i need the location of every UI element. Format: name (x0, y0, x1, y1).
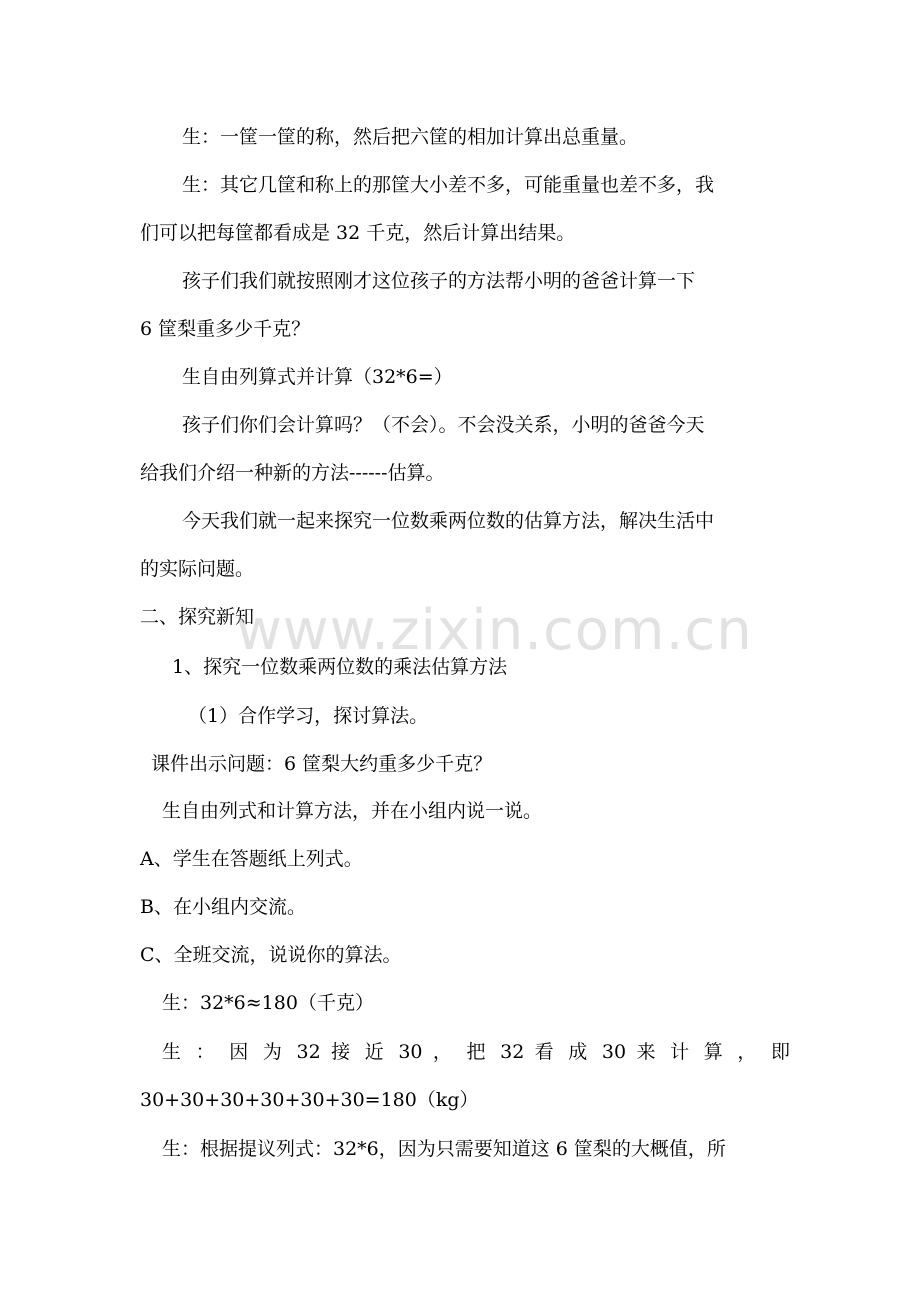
list-item-c: C、全班交流，说说你的算法。 (140, 944, 402, 966)
paragraph-line-8: 给我们介绍一种新的方法------估算。 (140, 462, 445, 484)
list-item-b: B、在小组内交流。 (140, 896, 306, 918)
paragraph-line-10: 的实际问题。 (140, 558, 255, 580)
list-item-a: A、学生在答题纸上列式。 (140, 848, 363, 870)
paragraph-line-22: 生：根据提议列式：32*6，因为只需要知道这 6 筐梨的大概值，所 (162, 1138, 726, 1160)
paragraph-line-14: 课件出示问题：6 筐梨大约重多少千克？ (151, 753, 493, 775)
paragraph-line-2: 生：其它几筐和称上的那筐大小差不多，可能重量也差不多，我 (182, 174, 715, 196)
section-heading: 二、探究新知 (140, 606, 255, 628)
paragraph-line-3: 们可以把每筐都看成是 32 千克，然后计算出结果。 (140, 222, 576, 244)
paragraph-line-6: 生自由列算式并计算（32*6=） (182, 366, 453, 388)
site-watermark: www.zixin.com.cn (236, 598, 753, 663)
paragraph-line-1: 生：一筐一筐的称，然后把六筐的相加计算出总重量。 (182, 126, 639, 148)
paragraph-line-15: 生自由列式和计算方法，并在小组内说一说。 (162, 800, 543, 822)
paragraph-line-21: 30+30+30+30+30+30=180（kg） (140, 1089, 479, 1111)
paragraph-line-19: 生：32*6≈180（千克） (162, 992, 374, 1014)
paragraph-line-5: 6 筐梨重多少千克？ (140, 318, 311, 340)
subsection-heading: 1、探究一位数乘两位数的乘法估算方法 (172, 656, 508, 678)
paragraph-line-20: 生 ： 因 为 32 接 近 30 ， 把 32 看 成 30 来 计 算 ， 即 (162, 1041, 790, 1063)
paragraph-line-4: 孩子们我们就按照刚才这位孩子的方法帮小明的爸爸计算一下 (182, 270, 696, 292)
paragraph-line-9: 今天我们就一起来探究一位数乘两位数的估算方法，解决生活中 (182, 510, 715, 532)
step-heading: （1）合作学习，探讨算法。 (188, 705, 429, 727)
paragraph-line-7: 孩子们你们会计算吗？（不会）。不会没关系，小明的爸爸今天 (182, 414, 705, 436)
